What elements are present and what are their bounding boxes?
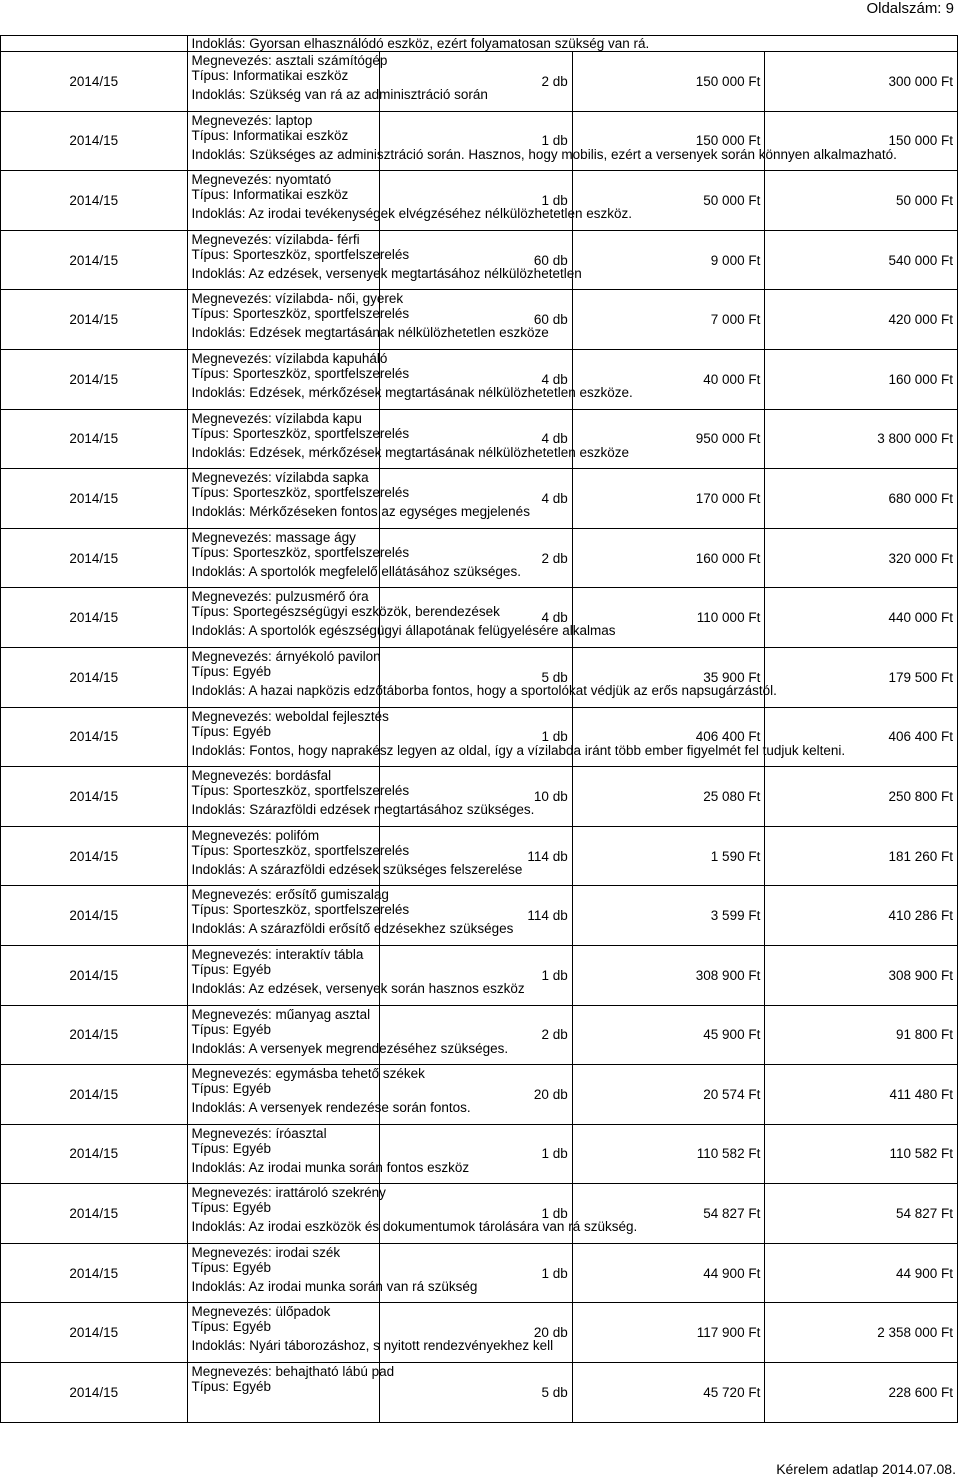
quantity-cell: 4 db: [380, 588, 573, 648]
table-row: [1, 469, 958, 529]
item-justification: Indoklás: Fontos, hogy naprakész legyen az oldal, így a vízilabda iránt több ember figyelmét fel tudjuk kelteni.: [191, 742, 846, 758]
total-cell: 179 500 Ft: [765, 647, 958, 707]
table-row: [1, 52, 958, 112]
unit-price-cell: 50 000 Ft: [572, 171, 765, 231]
quantity-cell: 4 db: [380, 469, 573, 529]
table-row: [1, 230, 958, 290]
unit-price-cell: 44 900 Ft: [572, 1243, 765, 1303]
item-justification: [192, 1398, 380, 1413]
table-row-top: [1, 36, 958, 52]
quantity-cell: 114 db: [380, 886, 573, 946]
quantity-cell: 60 db: [380, 290, 573, 350]
description-cell: [187, 767, 535, 827]
unit-price-cell: 7 000 Ft: [572, 290, 765, 350]
unit-price-cell: 308 900 Ft: [572, 945, 765, 1005]
total-cell: 160 000 Ft: [765, 349, 958, 409]
item-justification: Indoklás: Edzések, mérkőzések megtartásának nélkülözhetetlen eszköze.: [191, 384, 633, 400]
item-type: Típus: Informatikai eszköz: [191, 127, 349, 143]
total-cell: 54 827 Ft: [765, 1184, 958, 1244]
table-row: [1, 1303, 958, 1363]
unit-price-cell: 117 900 Ft: [572, 1303, 765, 1363]
item-name: Megnevezés: vízilabda sapka: [191, 470, 369, 486]
item-type: Típus: Sporteszköz, sportfelszerelés: [191, 306, 410, 322]
table-row: [1, 349, 958, 409]
quantity-cell: 2 db: [380, 1005, 573, 1065]
item-name: Megnevezés: behajtható lábú pad: [191, 1364, 395, 1380]
item-name: Megnevezés: polifóm: [191, 827, 320, 843]
unit-price-cell: 40 000 Ft: [572, 349, 765, 409]
item-type: Típus: Sporteszköz, sportfelszerelés: [191, 485, 410, 501]
table-row: [1, 111, 958, 171]
quantity-cell: 5 db: [380, 1363, 573, 1423]
total-cell: 250 800 Ft: [765, 767, 958, 827]
quantity-cell: 1 db: [380, 1243, 573, 1303]
item-justification: Indoklás: Mérkőzéseken fontos az egységes megjelenés: [191, 504, 530, 520]
item-justification: Indoklás: Az irodai munka során van rá szükség: [191, 1278, 478, 1294]
description-cell: [187, 886, 514, 946]
description-cell: [187, 528, 521, 588]
unit-price-cell: 9 000 Ft: [572, 230, 765, 290]
year-cell: [1, 36, 188, 52]
total-cell: 181 260 Ft: [765, 826, 958, 886]
top-justification-cell: [187, 36, 958, 52]
total-cell: 3 800 000 Ft: [765, 409, 958, 469]
total-cell: 420 000 Ft: [765, 290, 958, 350]
year-cell: 2014/15: [1, 52, 188, 112]
year-cell: 2014/15: [1, 528, 188, 588]
year-cell: 2014/15: [1, 111, 188, 171]
quantity-cell: 1 db: [380, 945, 573, 1005]
item-justification: Indoklás: Szükséges az adminisztráció során. Hasznos, hogy mobilis, ezért a versenyek során könnyen alkalmazható.: [191, 146, 897, 162]
item-justification: Indoklás: Nyári táborozáshoz, s nyitott rendezvényekhez kell: [191, 1338, 554, 1354]
item-name: Megnevezés: interaktív tábla: [191, 946, 364, 962]
total-cell: 308 900 Ft: [765, 945, 958, 1005]
total-cell: 150 000 Ft: [765, 111, 958, 171]
item-type: Típus: Egyéb: [191, 663, 272, 679]
total-cell: 406 400 Ft: [765, 707, 958, 767]
table-row: [1, 647, 958, 707]
item-justification: Indoklás: Az irodai munka során fontos eszköz: [191, 1159, 470, 1175]
quantity-cell: 5 db: [380, 647, 573, 707]
unit-price-cell: 45 720 Ft: [572, 1363, 765, 1423]
quantity-cell: 1 db: [380, 111, 573, 171]
quantity-cell: 2 db: [380, 52, 573, 112]
table-row: [1, 1243, 958, 1303]
year-cell: 2014/15: [1, 1124, 188, 1184]
item-type: Típus: Egyéb: [191, 1081, 272, 1097]
item-type: Típus: Egyéb: [191, 1379, 272, 1395]
total-cell: 228 600 Ft: [765, 1363, 958, 1423]
unit-price-cell: 160 000 Ft: [572, 528, 765, 588]
quantity-cell: 1 db: [380, 171, 573, 231]
unit-price-cell: 150 000 Ft: [572, 111, 765, 171]
quantity-cell: 4 db: [380, 349, 573, 409]
quantity-cell: 1 db: [380, 1184, 573, 1244]
unit-price-cell: 45 900 Ft: [572, 1005, 765, 1065]
description-cell: [187, 52, 488, 112]
item-name: Megnevezés: íróasztal: [191, 1125, 327, 1141]
item-justification: Indoklás: A sportolók egészségügyi állapotának felügyelésére alkalmas: [191, 623, 616, 639]
year-cell: 2014/15: [1, 647, 188, 707]
unit-price-cell: 170 000 Ft: [572, 469, 765, 529]
year-cell: 2014/15: [1, 469, 188, 529]
footer: Kérelem adatlap 2014.07.08.: [776, 1461, 956, 1477]
item-justification: Indoklás: A versenyek megrendezéséhez szükséges.: [191, 1040, 509, 1056]
table-row: [1, 528, 958, 588]
description-cell: [187, 945, 525, 1005]
table-row: [1, 1184, 958, 1244]
quantity-cell: 60 db: [380, 230, 573, 290]
item-type: Típus: Egyéb: [191, 1021, 272, 1037]
item-justification: Indoklás: Az edzések, versenyek megtartásához nélkülözhetetlen: [191, 265, 582, 281]
description-cell: [187, 469, 530, 529]
table-row: [1, 767, 958, 827]
equipment-table-grid: [0, 35, 958, 1423]
description-cell: [187, 1005, 509, 1065]
year-cell: 2014/15: [1, 767, 188, 827]
item-type: Típus: Egyéb: [191, 1259, 272, 1275]
total-cell: 44 900 Ft: [765, 1243, 958, 1303]
item-type: Típus: Sportegészségügyi eszközök, berendezések: [191, 604, 500, 620]
item-type: Típus: Egyéb: [191, 1319, 272, 1335]
table-row: [1, 290, 958, 350]
unit-price-cell: 20 574 Ft: [572, 1065, 765, 1125]
item-type: Típus: Sporteszköz, sportfelszerelés: [191, 902, 410, 918]
unit-price-cell: 950 000 Ft: [572, 409, 765, 469]
unit-price-cell: 406 400 Ft: [572, 707, 765, 767]
quantity-cell: 1 db: [380, 707, 573, 767]
item-name: Megnevezés: bordásfal: [191, 768, 332, 784]
year-cell: 2014/15: [1, 1363, 188, 1423]
total-cell: 411 480 Ft: [765, 1065, 958, 1125]
table-row: [1, 1005, 958, 1065]
unit-price-cell: 35 900 Ft: [572, 647, 765, 707]
item-name: Megnevezés: vízilabda- férfi: [191, 231, 360, 247]
unit-price-cell: 110 582 Ft: [572, 1124, 765, 1184]
item-type: Típus: Sporteszköz, sportfelszerelés: [191, 425, 410, 441]
total-cell: 440 000 Ft: [765, 588, 958, 648]
item-type: Típus: Sporteszköz, sportfelszerelés: [191, 783, 410, 799]
item-name: Megnevezés: pulzusmérő óra: [191, 589, 369, 605]
item-justification: Indoklás: Edzések megtartásának nélkülözhetetlen eszköze: [191, 325, 549, 341]
unit-price-cell: 1 590 Ft: [572, 826, 765, 886]
table-row: [1, 1124, 958, 1184]
quantity-cell: 20 db: [380, 1065, 573, 1125]
total-cell: 2 358 000 Ft: [765, 1303, 958, 1363]
item-justification: Indoklás: A versenyek rendezése során fontos.: [191, 1100, 471, 1116]
item-justification: Indoklás: Az edzések, versenyek során hasznos eszköz: [191, 980, 525, 996]
item-justification: Indoklás: Edzések, mérkőzések megtartásának nélkülözhetetlen eszköze: [191, 444, 629, 460]
year-cell: 2014/15: [1, 1243, 188, 1303]
year-cell: 2014/15: [1, 1065, 188, 1125]
year-cell: 2014/15: [1, 886, 188, 946]
table-row: [1, 1363, 958, 1423]
unit-price-cell: 54 827 Ft: [572, 1184, 765, 1244]
item-name: Megnevezés: vízilabda- női, gyerek: [191, 291, 404, 307]
item-name: Megnevezés: irodai szék: [191, 1244, 341, 1260]
item-type: Típus: Sporteszköz, sportfelszerelés: [191, 842, 410, 858]
description-cell: [187, 1124, 470, 1184]
item-name: Megnevezés: műanyag asztal: [191, 1006, 371, 1022]
description-cell: [187, 290, 549, 350]
item-name: Megnevezés: vízilabda kapu: [191, 410, 362, 426]
description-cell: [187, 1065, 471, 1125]
item-type: Típus: Informatikai eszköz: [191, 68, 349, 83]
total-cell: 50 000 Ft: [765, 171, 958, 231]
table-row: [1, 171, 958, 231]
item-justification: Indoklás: A sportolók megfelelő ellátásához szükséges.: [191, 563, 521, 579]
justification-text: Indoklás: Gyorsan elhasználódó eszköz, ezért folyamatosan szükség van rá.: [191, 36, 650, 51]
year-cell: 2014/15: [1, 409, 188, 469]
total-cell: 540 000 Ft: [765, 230, 958, 290]
item-name: Megnevezés: weboldal fejlesztés: [191, 708, 389, 724]
item-type: Típus: Egyéb: [191, 723, 272, 739]
year-cell: 2014/15: [1, 826, 188, 886]
item-justification: Indoklás: A hazai napközis edzőtáborba fontos, hogy a sportolókat védjük az erős napsugárzástól.: [191, 682, 777, 698]
table-row: [1, 1065, 958, 1125]
item-type: Típus: Sporteszköz, sportfelszerelés: [191, 365, 410, 381]
quantity-cell: 4 db: [380, 409, 573, 469]
total-cell: 300 000 Ft: [765, 52, 958, 112]
quantity-cell: 20 db: [380, 1303, 573, 1363]
total-cell: 410 286 Ft: [765, 886, 958, 946]
table-row: [1, 707, 958, 767]
item-justification: Indoklás: Szárazföldi edzések megtartásához szükséges.: [191, 802, 535, 818]
item-justification: Indoklás: A szárazföldi erősítő edzésekhez szükséges: [191, 921, 514, 937]
item-type: Típus: Sporteszköz, sportfelszerelés: [191, 246, 410, 262]
year-cell: 2014/15: [1, 1303, 188, 1363]
item-name: Megnevezés: asztali számítógép: [191, 53, 388, 68]
item-type: Típus: Egyéb: [191, 1200, 272, 1216]
item-name: Megnevezés: nyomtató: [191, 172, 332, 188]
year-cell: 2014/15: [1, 1184, 188, 1244]
unit-price-cell: 3 599 Ft: [572, 886, 765, 946]
table-row: [1, 409, 958, 469]
item-type: Típus: Informatikai eszköz: [191, 187, 349, 203]
item-justification: Indoklás: Az irodai tevékenységek elvégzéséhez nélkülözhetetlen eszköz.: [191, 206, 633, 222]
quantity-cell: 2 db: [380, 528, 573, 588]
description-cell: [187, 1363, 395, 1423]
item-type: Típus: Sporteszköz, sportfelszerelés: [191, 544, 410, 560]
item-justification: Indoklás: Az irodai eszközök és dokumentumok tárolására van rá szükség.: [191, 1219, 638, 1235]
quantity-cell: 1 db: [380, 1124, 573, 1184]
item-name: Megnevezés: erősítő gumiszalag: [191, 887, 389, 903]
description-cell: [187, 1243, 478, 1303]
year-cell: 2014/15: [1, 1005, 188, 1065]
equipment-table: [0, 35, 958, 1423]
year-cell: 2014/15: [1, 171, 188, 231]
table-row: [1, 588, 958, 648]
table-row: [1, 945, 958, 1005]
year-cell: 2014/15: [1, 588, 188, 648]
year-cell: 2014/15: [1, 707, 188, 767]
unit-price-cell: 110 000 Ft: [572, 588, 765, 648]
year-cell: 2014/15: [1, 230, 188, 290]
total-cell: 91 800 Ft: [765, 1005, 958, 1065]
item-name: Megnevezés: irattároló szekrény: [191, 1185, 386, 1201]
item-name: Megnevezés: ülőpadok: [191, 1304, 331, 1320]
item-type: Típus: Egyéb: [191, 961, 272, 977]
total-cell: 320 000 Ft: [765, 528, 958, 588]
total-cell: 680 000 Ft: [765, 469, 958, 529]
page-number: Oldalszám: 9: [866, 0, 954, 17]
total-cell: 110 582 Ft: [765, 1124, 958, 1184]
item-justification: Indoklás: Szükség van rá az adminisztráció során: [191, 87, 488, 102]
year-cell: 2014/15: [1, 945, 188, 1005]
year-cell: 2014/15: [1, 290, 188, 350]
table-row: [1, 886, 958, 946]
unit-price-cell: 25 080 Ft: [572, 767, 765, 827]
item-name: Megnevezés: vízilabda kapuháló: [191, 350, 388, 366]
quantity-cell: 10 db: [380, 767, 573, 827]
item-name: Megnevezés: egymásba tehető székek: [191, 1066, 425, 1082]
description-cell: [187, 826, 523, 886]
item-name: Megnevezés: árnyékoló pavilon: [191, 648, 381, 664]
item-justification: Indoklás: A szárazföldi edzések szükséges felszerelése: [191, 861, 523, 877]
item-type: Típus: Egyéb: [191, 1140, 272, 1156]
item-name: Megnevezés: massage ágy: [191, 529, 356, 545]
table-row: [1, 826, 958, 886]
unit-price-cell: 150 000 Ft: [572, 52, 765, 112]
year-cell: 2014/15: [1, 349, 188, 409]
quantity-cell: 114 db: [380, 826, 573, 886]
item-name: Megnevezés: laptop: [191, 112, 313, 128]
